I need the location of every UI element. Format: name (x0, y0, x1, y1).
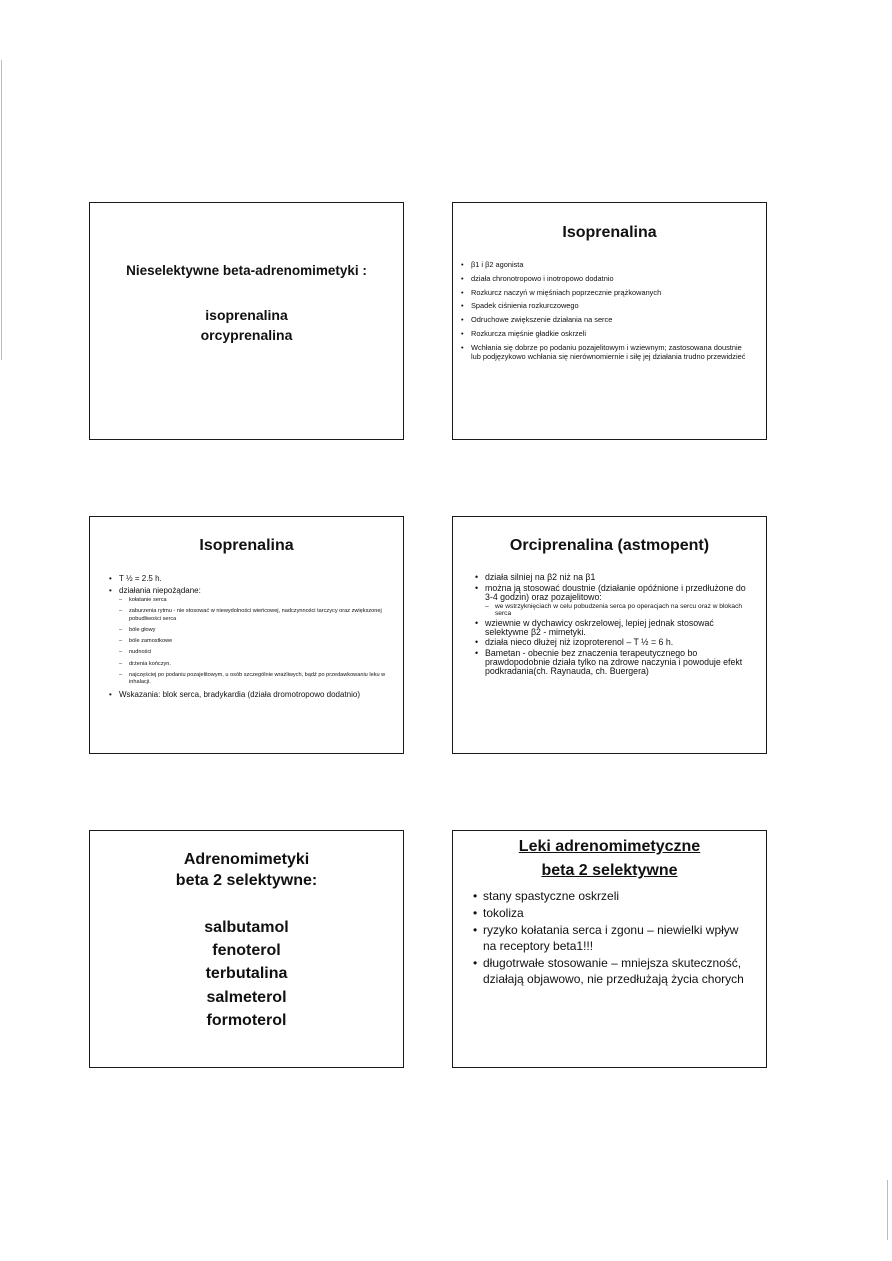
bullet-list (483, 888, 752, 988)
bullet-item: • ryzyko kołatania serca i zgonu – niewielki wpływ na receptory beta1!!! (483, 922, 752, 954)
drug-name: formoterol (206, 1012, 287, 1029)
bullet-list (119, 574, 389, 702)
bullet-text: T ½ = 2.5 h. (119, 574, 162, 583)
bullet-text: działa silniej na β2 niż na β1 (485, 572, 596, 582)
sub-bullet-item: – drżenia kończyn. (129, 661, 389, 668)
sub-bullet-item: – zaburzenia rytmu - nie stosować w niewydolności wieńcowej, nadczynności tarczycy oraz zwiększonej pobudliwości serca (129, 608, 389, 622)
heading-line: beta 2 selektywne: (175, 872, 318, 889)
slide-orciprenalina (452, 516, 767, 754)
bullet-text: można ją stosować doustnie (działanie opóźnione i przedłużone do 3-4 godzin) oraz pozajelitowo: (485, 582, 746, 602)
bullet-item: • Odruchowe zwiększenie działania na serce (471, 315, 750, 324)
drug-name: salmeterol (206, 989, 287, 1006)
sub-bullet-item: – bóle głowy (129, 627, 389, 634)
slide-isoprenalina-adverse-effects (89, 516, 404, 754)
scan-edge-mark (1, 60, 2, 360)
bullet-item: • Rozkurcza mięśnie gładkie oskrzeli (471, 329, 750, 338)
bullet-text: Wskazania: blok serca, bradykardia (działa dromotropowo dodatnio) (119, 690, 361, 700)
bullet-item: • stany spastyczne oskrzeli (483, 888, 752, 904)
sub-bullet-list (495, 603, 754, 617)
bullet-item: • Rozkurcz naczyń w mięśniach poprzecznie prążkowanych (471, 288, 750, 297)
sub-bullet-list (129, 597, 389, 686)
slide-isoprenalina-properties (452, 202, 767, 440)
bullet-text: działania niepożądane: (119, 586, 201, 595)
bullet-item: • działa chronotropowo i inotropowo dodatnio (471, 274, 750, 283)
sub-bullet-item: – kołatanie serca (129, 597, 389, 604)
bullet-item: • Wchłania się dobrze po podaniu pozajelitowym i wziewnym; zastosowana doustnie lub podjęzykowo wchłania się nierównomiernie i siłę jej działania trudno przewidzieć (471, 343, 750, 362)
sub-bullet-item: – najczęściej po podaniu pozajelitowym, u osób szczególnie wrażliwych, bądź po przedawkowaniu leku w inhalacji. (129, 672, 389, 686)
bullet-item (485, 619, 754, 637)
sub-bullet-item: – nudności (129, 649, 389, 656)
bullet-item (119, 690, 389, 700)
bullet-item (485, 584, 754, 617)
bullet-text: działa nieco dłużej niż izoproterenol – T ½ = 6 h. (485, 637, 674, 648)
bullet-text: wziewnie w dychawicy oskrzelowej, lepiej jednak stosować selektywne β2 - mimetyki. (485, 617, 714, 637)
drug-name: orcyprenalina (200, 327, 293, 343)
bullet-item: • długotrwałe stosowanie – mniejsza skuteczność, działają objawowo, nie przedłużają życia chorych (483, 955, 752, 987)
bullet-text: Bametan - obecnie bez znaczenia terapeutycznego bo prawdopodobnie działa tylko na zdrowe naczynia i powoduje efekt podkradania(ch. Raynauda, ch. Buergera) (485, 647, 743, 676)
slide-title: Isoprenalina (562, 224, 657, 241)
heading-line: Adrenomimetyki (183, 851, 310, 868)
bullet-item: • tokoliza (483, 905, 752, 921)
slide-title: Orciprenalina (astmopent) (509, 537, 710, 554)
scan-edge-mark (887, 1180, 888, 1240)
bullet-item (485, 649, 754, 676)
slide-title: Leki adrenomimetyczne (518, 838, 701, 855)
slide-title: beta 2 selektywne (541, 862, 678, 879)
drug-name: terbutalina (205, 965, 288, 982)
bullet-item: • β1 i β2 agonista (471, 260, 750, 269)
slide-beta2-selective-indications (452, 830, 767, 1068)
sub-bullet-item: – bóle zamostkowe (129, 638, 389, 645)
bullet-list (485, 573, 754, 677)
bullet-item: • Spadek ciśnienia rozkurczowego (471, 301, 750, 310)
bullet-item (119, 574, 389, 584)
drug-name: fenoterol (212, 942, 281, 959)
bullet-item (485, 573, 754, 582)
sub-bullet-item: – we wstrzyknięciach w celu pobudzenia serca po operacjach na sercu oraz w blokach serca (495, 603, 754, 617)
bullet-item (485, 638, 754, 647)
slide-heading (90, 849, 403, 891)
bullet-item (119, 586, 389, 686)
slide-beta2-selective-list (89, 830, 404, 1068)
slide-nonselective-beta-adrenomimetics (89, 202, 404, 440)
slide-title: Isoprenalina (199, 537, 294, 554)
bullet-list (471, 260, 750, 366)
drug-name: isoprenalina (205, 307, 288, 323)
slide-heading: Nieselektywne beta-adrenomimetyki : (126, 263, 367, 278)
drug-name: salbutamol (204, 919, 289, 936)
